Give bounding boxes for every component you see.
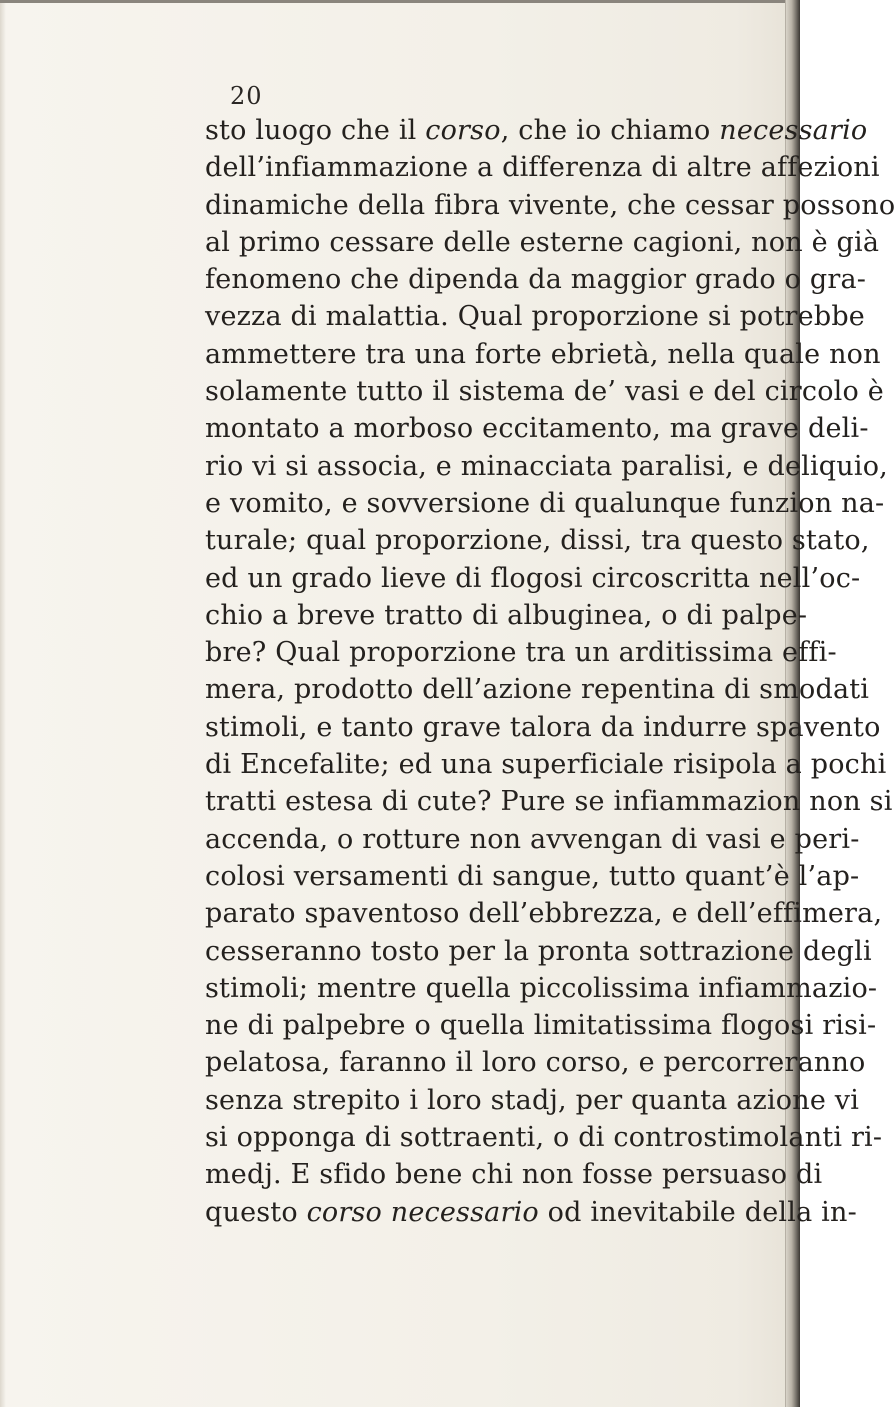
text-segment: medj. E sfido bene chi non fosse persuaso di	[205, 1159, 823, 1191]
text-segment: questo	[205, 1196, 307, 1228]
text-line	[205, 112, 868, 149]
text-line	[205, 933, 872, 970]
text-segment: turale; qual proporzione, dissi, tra questo stato,	[205, 525, 870, 557]
text-segment: dinamiche della fibra vivente, che cessar possono	[205, 189, 895, 221]
italic-phrase: corso	[425, 115, 501, 146]
text-segment: cesseranno tosto per la pronta sottrazione degli	[205, 935, 872, 967]
text-line	[205, 858, 860, 895]
text-segment: chio a breve tratto di albuginea, o di palpe-	[205, 599, 808, 631]
text-segment: vezza di malattia. Qual proporzione si potrebbe	[205, 301, 865, 333]
text-line	[205, 821, 860, 858]
text-line	[205, 746, 887, 783]
text-segment: ne di palpebre o quella limitatissima flogosi risi-	[205, 1010, 877, 1042]
text-segment: rio vi si associa, e minacciata paralisi, e deliquio,	[205, 450, 888, 482]
text-line	[205, 895, 883, 932]
text-segment: colosi versamenti di sangue, tutto quant’è l’ap-	[205, 860, 860, 892]
page-number: 20	[230, 82, 263, 110]
page-gutter-shadow	[0, 0, 6, 1407]
text-line	[205, 560, 861, 597]
text-segment: stimoli, e tanto grave talora da indurre spavento	[205, 711, 881, 743]
text-line	[205, 1156, 823, 1193]
text-line	[205, 522, 870, 559]
text-segment: parato spaventoso dell’ebbrezza, e dell’effimera,	[205, 898, 883, 930]
text-segment: sto luogo che il	[205, 115, 426, 146]
text-line	[205, 783, 893, 820]
text-line	[205, 224, 880, 261]
text-segment: , che io chiamo	[500, 115, 720, 146]
text-segment: ed un grado lieve di flogosi circoscritta nell’oc-	[205, 562, 861, 594]
text-line	[205, 671, 870, 708]
text-segment: di Encefalite; ed una superficiale risipola a pochi	[205, 749, 887, 781]
text-line	[205, 373, 884, 410]
text-segment: e vomito, e sovversione di qualunque funzion na-	[205, 487, 885, 519]
text-line	[205, 1007, 877, 1044]
text-segment: bre? Qual proporzione tra un arditissima effi-	[205, 637, 837, 669]
text-line	[205, 410, 869, 447]
text-line	[205, 1119, 883, 1156]
text-segment: si opponga di sottraenti, o di controstimolanti ri-	[205, 1122, 883, 1154]
text-line	[205, 298, 865, 335]
text-segment: pelatosa, faranno il loro corso, e percorreranno	[205, 1047, 866, 1079]
top-edge-rule	[0, 0, 785, 3]
body-text	[205, 112, 895, 1231]
text-segment: tratti estesa di cute? Pure se infiammazion non si	[205, 786, 893, 818]
text-line	[205, 1044, 866, 1081]
text-segment: senza strepito i loro stadj, per quanta azione vi	[205, 1084, 860, 1116]
text-segment: mera, prodotto dell’azione repentina di smodati	[205, 674, 870, 706]
text-line	[205, 709, 881, 746]
text-line	[205, 485, 885, 522]
text-segment: solamente tutto il sistema de’ vasi e del circolo è	[205, 376, 884, 408]
text-segment: accenda, o rotture non avvengan di vasi e peri-	[205, 823, 860, 855]
text-segment: montato a morboso eccitamento, ma grave deli-	[205, 413, 869, 445]
text-segment: ammettere tra una forte ebrietà, nella quale non	[205, 338, 881, 370]
text-line	[205, 149, 880, 186]
text-segment: al primo cessare delle esterne cagioni, non è già	[205, 226, 880, 258]
text-line	[205, 1194, 857, 1231]
italic-phrase: necessario	[719, 115, 868, 146]
text-line	[205, 187, 895, 224]
italic-phrase: corso necessario	[306, 1196, 539, 1228]
text-line	[205, 634, 837, 671]
text-line	[205, 336, 881, 373]
text-line	[205, 261, 867, 298]
text-segment: dell’infiammazione a differenza di altre affezioni	[205, 152, 880, 184]
text-segment: fenomeno che dipenda da maggior grado o gra-	[205, 264, 867, 296]
text-line	[205, 970, 878, 1007]
text-line	[205, 597, 808, 634]
text-line	[205, 448, 888, 485]
text-line	[205, 1082, 860, 1119]
text-segment: stimoli; mentre quella piccolissima infiammazio-	[205, 972, 878, 1004]
text-segment: od inevitabile della in-	[538, 1196, 857, 1228]
